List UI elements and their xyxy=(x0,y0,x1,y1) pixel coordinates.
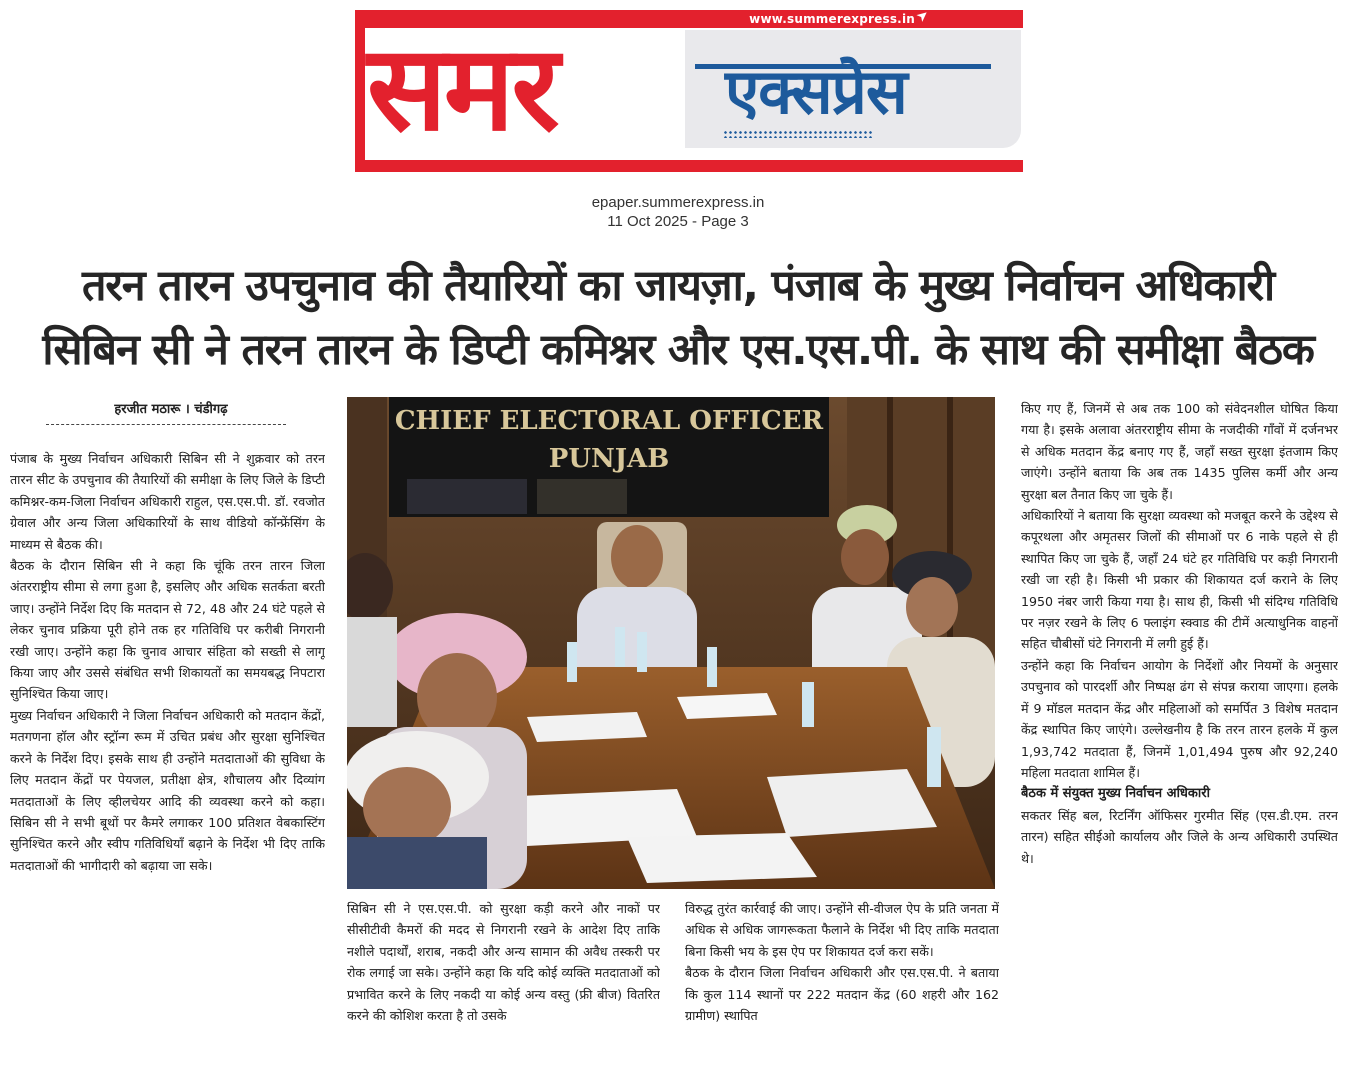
article-column-4 xyxy=(1021,398,1338,1078)
masthead-bottom-bar xyxy=(355,160,1023,172)
cursor-arrow-icon: ➤ xyxy=(913,6,933,26)
headline-line-1: तरन तारन उपचुनाव की तैयारियों का जायज़ा, पंजाब के मुख्य निर्वाचन अधिकारी xyxy=(82,261,1274,311)
article-column-1 xyxy=(10,448,325,1076)
masthead-dot-pattern xyxy=(723,130,873,138)
paragraph: उन्होंने कहा कि निर्वाचन आयोग के निर्देशों और नियमों के अनुसार उपचुनाव को पारदर्शी और निष्पक्ष ढंग से संपन्न कराया जाएगा। हलके में 9 मॉडल मतदान केंद्र और महिलाओं को समर्पित 3 विशेष मतदान केंद्र स्थापित किए जाएंगे। उल्लेखनीय है कि तरन तारन हलके में कुल 1,93,742 मतदाता हैं, जिनमें 1,01,494 पुरुष और 92,240 महिला मतदाता शामिल हैं। xyxy=(1021,657,1338,780)
paragraph: किए गए हैं, जिनमें से अब तक 100 को संवेदनशील घोषित किया गया है। इसके अलावा अंतरराष्ट्रीय सीमा के नजदीकी गाँवों में दर्जनभर से अधिक मतदान केंद्र बनाए गए हैं, जहाँ सख्त सुरक्षा इंतजाम किए जाएंगे। उन्होंने बताया कि अब तक 1435 पुलिस कर्मी और अन्य सुरक्षा बल तैनात किए जा चुके हैं। xyxy=(1021,401,1338,502)
paragraph: सिबिन सी ने एस.एस.पी. को सुरक्षा कड़ी करने और नाकों पर सीसीटीवी कैमरों की मदद से निगरानी रखने के आदेश दिए ताकि नशीले पदार्थों, शराब, नकदी और अन्य सामान की अवैध तस्करी पर रोक लगाई जा सके। उन्होंने कहा कि यदि कोई व्यक्ति मतदाताओं को प्रभावित करने के लिए नकदी या कोई अन्य वस्तु (फ्री बीज) वितरित करने की कोशिश करता है तो उसके xyxy=(347,901,660,1024)
masthead-title-express: एक्सप्रेस xyxy=(725,55,907,128)
masthead-title-samar: समर xyxy=(367,19,557,157)
paragraph: अधिकारियों ने बताया कि सुरक्षा व्यवस्था को मजबूत करने के उद्देश्य से कपूरथला और अमृतसर जिलों की सीमाओं पर 6 नाके पहले से ही स्थापित किए जा चुके हैं, जहाँ 24 घंटे हर गतिविधि पर कड़ी निगरानी रखी जा रही है। किसी भी प्रकार की शिकायत दर्ज कराने के लिए 1950 नंबर जारी किया गया है। साथ ही, किसी भी संदिग्ध गतिविधि पर नज़र रखने के लिए 6 फ्लाइंग स्क्वाड की टीमें अत्याधुनिक वाहनों सहित चौबीसों घंटे निगरानी में लगी हुई हैं। xyxy=(1021,508,1338,652)
paragraph: बैठक के दौरान सिबिन सी ने कहा कि चूंकि तरन तारन जिला अंतरराष्ट्रीय सीमा से लगा हुआ है, इसलिए और अधिक सतर्कता बरती जाए। उन्होंने निर्देश दिए कि मतदान से 72, 48 और 24 घंटे पहले से लेकर चुनाव प्रक्रिया पूरी होने तक हर गतिविधि पर करीबी निगरानी रखी जाए। उन्होंने कहा कि चुनाव आचार संहिता को सख्ती से लागू किया जाए और उससे संबंधित सभी शिकायतों का समयबद्ध निपटारा सुनिश्चित किया जाए। xyxy=(10,558,325,702)
meeting-photo-illustration xyxy=(347,397,995,889)
paragraph: मुख्य निर्वाचन अधिकारी ने जिला निर्वाचन अधिकारी को मतदान केंद्रों, मतगणना हॉल और स्ट्रॉन्ग रूम में उचित प्रबंध और सुरक्षा सुनिश्चित करने के निर्देश दिए। इसके साथ ही उन्होंने मतदाताओं की सुविधा के लिए मतदान केंद्रों पर पेयजल, प्रतीक्षा क्षेत्र, शौचालय और दिव्यांग मतदाताओं के लिए व्हीलचेयर आदि की व्यवस्था करने को कहा। सिबिन सी ने सभी बूथों पर कैमरे लगाकर 100 प्रतिशत वेबकास्टिंग सुनिश्चित करने और स्वीप गतिविधियाँ बढ़ाने के निर्देश भी दिए ताकि मतदाताओं की भागीदारी को बढ़ाया जा सके। xyxy=(10,707,325,873)
paragraph: बैठक के दौरान जिला निर्वाचन अधिकारी और एस.एस.पी. ने बताया कि कुल 114 स्थानों पर 222 मतदान केंद्र (60 शहरी और 162 ग्रामीण) स्थापित xyxy=(685,965,999,1024)
paragraph: पंजाब के मुख्य निर्वाचन अधिकारी सिबिन सी ने शुक्रवार को तरन तारन सीट के उपचुनाव की तैयारियों की समीक्षा के लिए जिले के डिप्टी कमिश्नर-कम-जिला निर्वाचन अधिकारी राहुल, एस.एस.पी. डॉ. रवजोत ग्रेवाल और अन्य जिला अधिकारियों के साथ वीडियो कॉन्फ्रेंसिंग के माध्यम से बैठक की। xyxy=(10,451,325,552)
paragraph: सकतर सिंह बल, रिटर्निंग ऑफिसर गुरमीत सिंह (एस.डी.एम. तरन तारन) सहित सीईओ कार्यालय और जिले के अन्य अधिकारी उपस्थित थे। xyxy=(1021,807,1338,866)
headline-line-2: सिबिन सी ने तरन तारन के डिप्टी कमिश्नर और एस.एस.पी. के साथ की समीक्षा बैठक xyxy=(42,325,1314,375)
edition-site[interactable]: epaper.summerexpress.in xyxy=(591,194,765,211)
photo-sign-line-2: PUNJAB xyxy=(548,444,670,474)
article-headline xyxy=(6,254,1350,382)
edition-info xyxy=(0,193,1356,231)
byline: हरजीत मठारू । चंडीगढ़ xyxy=(114,402,228,417)
byline-divider xyxy=(46,424,286,425)
article-column-2 xyxy=(347,898,660,1078)
column-subhead: बैठक में संयुक्त मुख्य निर्वाचन अधिकारी xyxy=(1021,786,1210,802)
photo-sign-line-1: CHIEF ELECTORAL OFFICER xyxy=(394,406,824,436)
masthead-logo xyxy=(355,6,1023,174)
meeting-photo xyxy=(347,397,995,889)
article-column-3 xyxy=(685,898,999,1078)
paragraph: विरुद्ध तुरंत कार्रवाई की जाए। उन्होंने सी-वीजल ऐप के प्रति जनता में अधिक से अधिक जागरूकता फैलाने के निर्देश भी दिए ताकि मतदाता बिना किसी भय के इस ऐप पर शिकायत दर्ज करा सकें। xyxy=(685,901,999,959)
edition-date-page: 11 Oct 2025 - Page 3 xyxy=(607,213,749,230)
masthead-left-bar xyxy=(355,10,365,172)
masthead-website[interactable]: www.summerexpress.in xyxy=(749,12,915,26)
